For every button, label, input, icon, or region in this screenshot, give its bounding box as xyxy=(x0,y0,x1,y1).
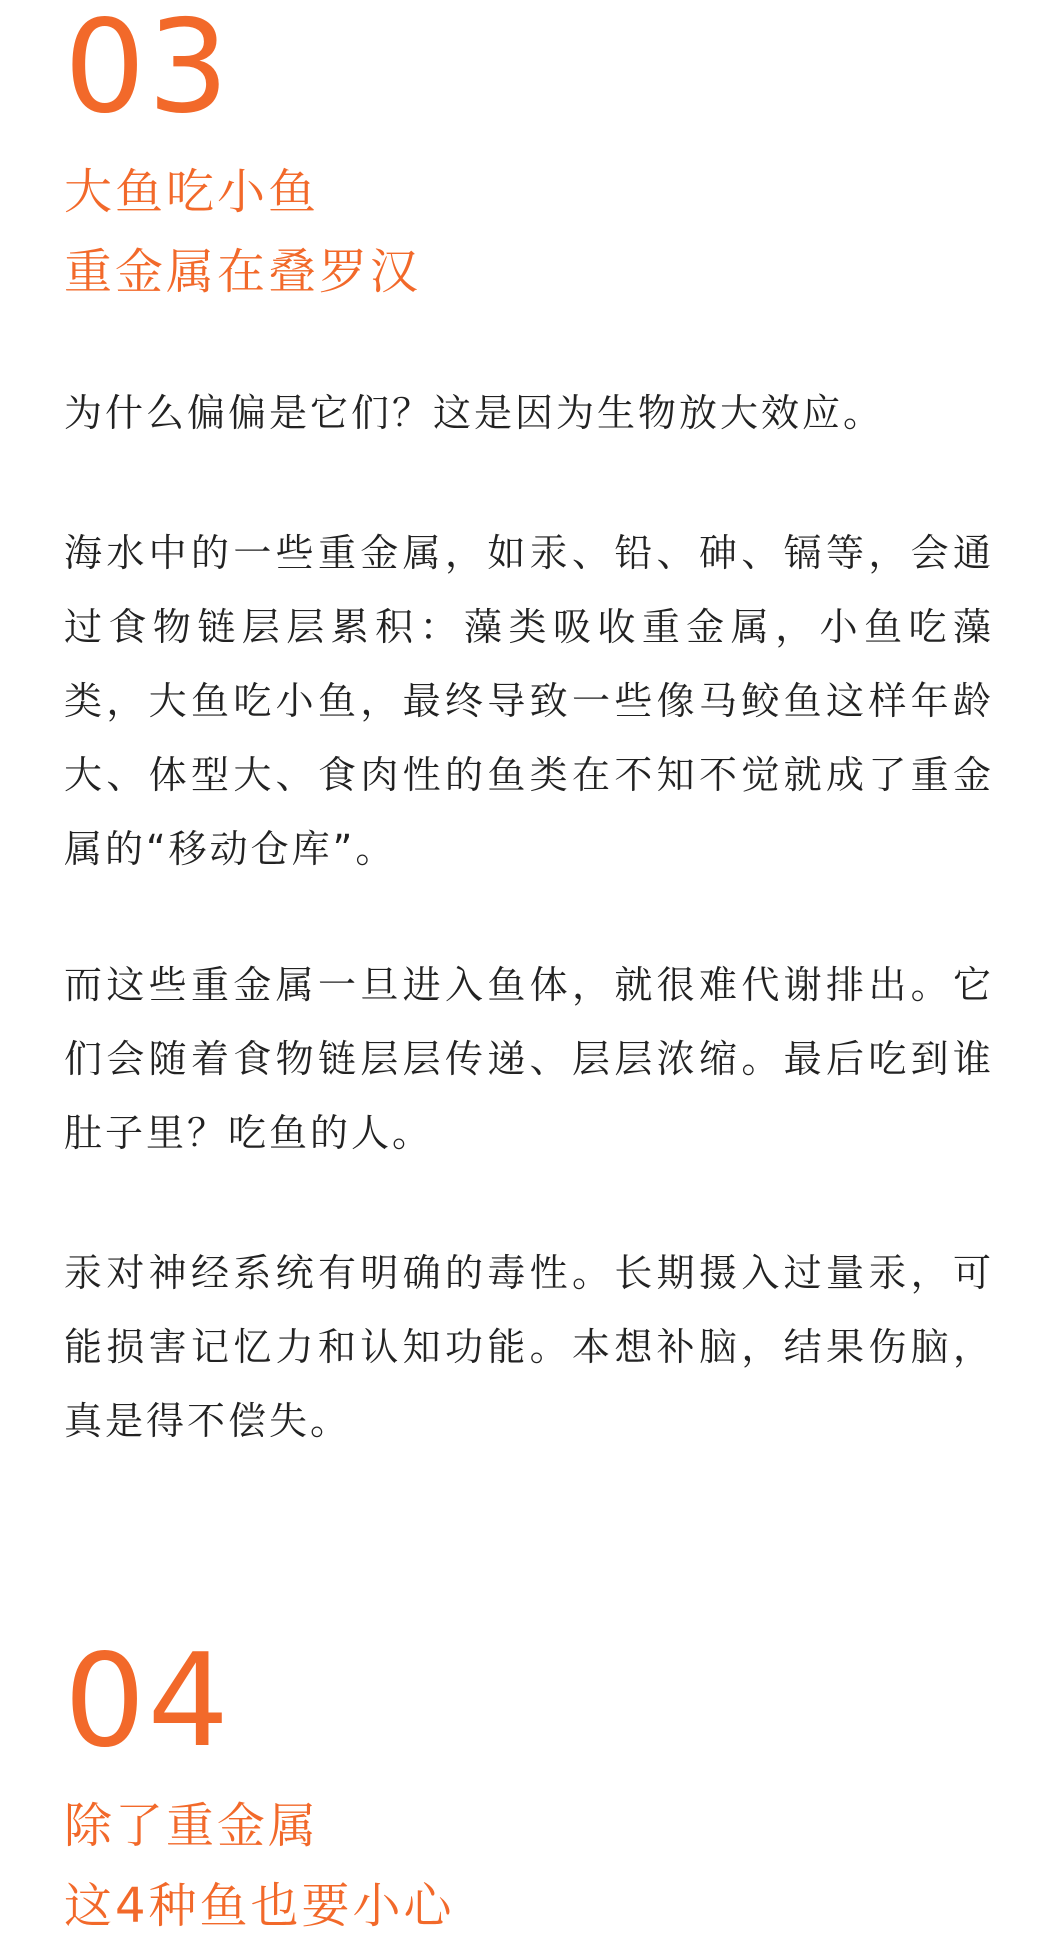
section-title-line1: 除了重金属 xyxy=(64,1798,320,1854)
section-04-header xyxy=(64,1627,1004,1946)
section-number: 04 xyxy=(64,1627,231,1776)
paragraph: 而这些重金属一旦进入鱼体，就很难代谢排出。它们会随着食物链层层传递、层层浓缩。最后吃到谁肚子里？吃鱼的人。 xyxy=(64,963,994,1155)
paragraph: 为什么偏偏是它们？这是因为生物放大效应。 xyxy=(64,391,885,435)
paragraph: 汞对神经系统有明确的毒性。长期摄入过量汞，可能损害记忆力和认知功能。本想补脑，结果伤脑，真是得不偿失。 xyxy=(64,1251,994,1443)
section-number: 03 xyxy=(64,0,231,142)
section-title-line1: 大鱼吃小鱼 xyxy=(64,164,320,220)
section-title-line2: 这4种鱼也要小心 xyxy=(64,1878,455,1934)
section-title-line2: 重金属在叠罗汉 xyxy=(64,244,422,300)
paragraph: 海水中的一些重金属，如汞、铅、砷、镉等，会通过食物链层层累积：藻类吸收重金属，小鱼吃藻类，大鱼吃小鱼，最终导致一些像马鲛鱼这样年龄大、体型大、食肉性的鱼类在不知不觉就成了重金属的“移动仓库”。 xyxy=(64,531,994,871)
section-03-header xyxy=(64,0,1004,312)
